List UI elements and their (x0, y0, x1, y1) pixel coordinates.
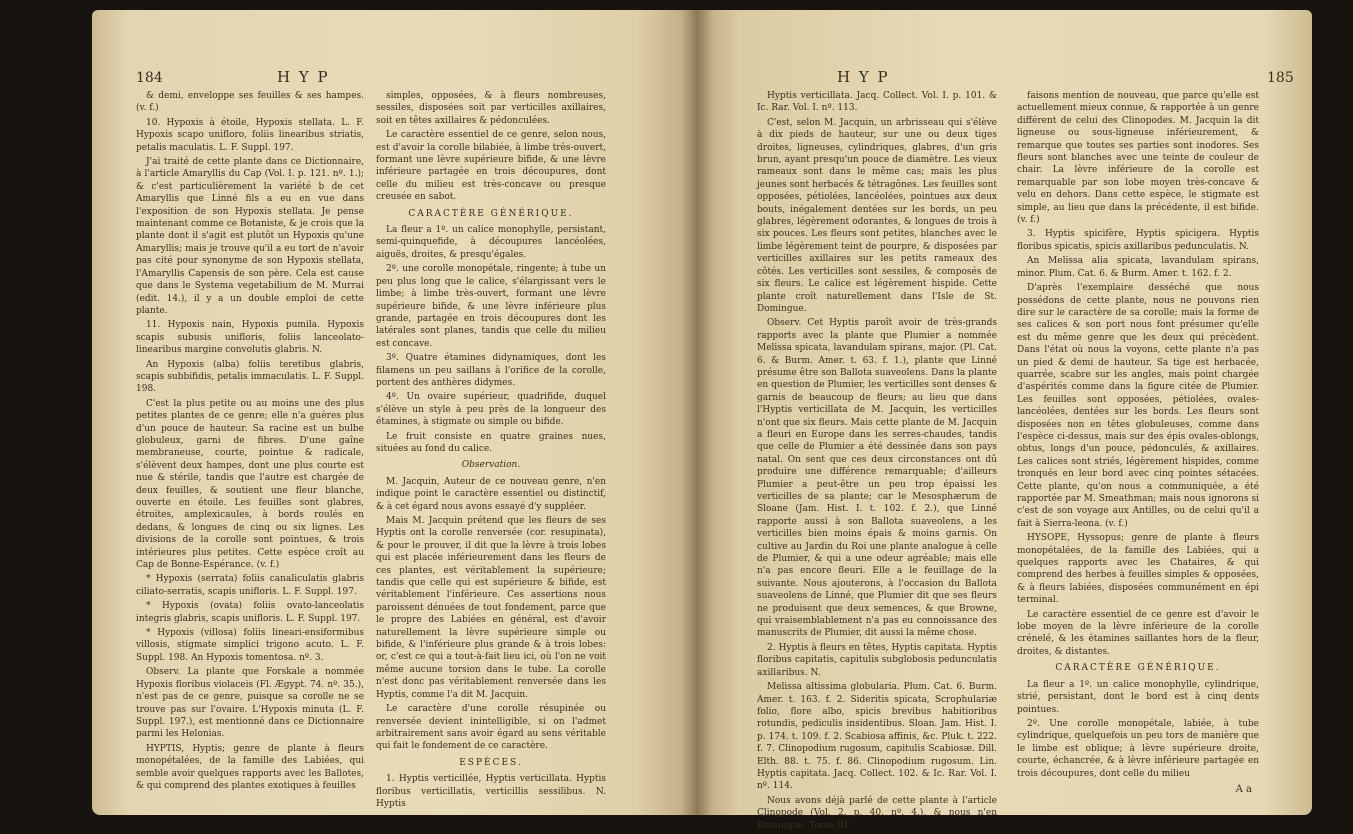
paragraph: Observ. La plante que Forskale a nommée Hypoxis floribus violaceis (Fl. Ægypt. 74. nº. 35.), n'est pas de ce genre, puisque sa corolle ne se trouve pas sur l'ovaire. L'Hypoxis minuta (L. F. Suppl. 197.), est mentionné dans ce Dictionnaire parmi les Helonias. (136, 667, 364, 740)
running-head: H Y P (837, 68, 890, 86)
paragraph: Le caractère essentiel de ce genre, selon nous, est d'avoir la corolle bilabiée, à limbe très-ouvert, formant une lèvre supérieure bifide, & une lèvre inférieure partagée en trois découpures, dont celle du milieu est très-concave ou presque creusée en sabot. (376, 130, 606, 203)
paragraph: Le caractère essentiel de ce genre est d'avoir le lobe moyen de la lèvre inférieure de la corolle crénelé, & les étamines saillantes hors de la fleur, droites, & distantes. (1017, 609, 1259, 657)
paragraph: CARACTÈRE GÉNÉRIQUE. (1055, 663, 1221, 674)
paragraph: M. Jacquin, Auteur de ce nouveau genre, n'en indique point le caractère essentiel ou distinctif, & à cet égard nous avons essayé d'y suppléer. (376, 476, 606, 512)
page-number: 184 (136, 70, 163, 86)
text-column (136, 90, 364, 794)
paragraph: La fleur a 1º. un calice monophylle, cylindrique, strié, persistant, dont le bord est à cinq dents pointues. (1017, 679, 1259, 715)
paragraph: Observation. (461, 460, 521, 471)
paragraph: Melissa altissima globularia. Plum. Cat. 6. Burm. Amer. t. 163. f. 2. Sideritis spicata, Scrophulariæ folio, flore albo, spicis brevibus habitioribus rotundis, pediculis insidentibus. Sloan. Jam. Hist. I. p. 174. t. 109. f. 2. Scabiosa affinis, &c. Pluk. t. 222. f. 7. Clinopodium rugosum, capitulis Scabiosæ. Dill. Elth. 88. t. 75. f. 86. Clinopodium rugosum. Lin. Hyptis capitata. Jacq. Collect. 102. & Ic. Rar. Vol. I. nº. 114. (757, 682, 997, 792)
text-column (757, 90, 997, 834)
paragraph: 4º. Un ovaire supérieur, quadrifide, duquel s'élève un style à peu près de la longueur des étamines, à stigmate ou simple ou bifide. (376, 392, 606, 428)
paragraph: ESPÈCES. (459, 757, 523, 768)
left-page (92, 10, 697, 815)
signature-mark: A a (1235, 784, 1252, 795)
paragraph: Le fruit consiste en quatre graines nues, situées au fond du calice. (376, 431, 606, 454)
paragraph: C'est, selon M. Jacquin, un arbrisseau qui s'élève à dix pieds de hauteur, sur une ou deux tiges droites, ligneuses, cylindriques, glabres, d'un gris brun, ayant presqu'un pouce de diamètre. Les vieux rameaux sont dans le même cas; mais les plus jeunes sont herbacés & tétragônes. Les feuilles sont opposées, pétiolées, lancéolées, pointues aux deux bouts, inégalement dentées sur les bords, un peu glabres, légèrement odorantes, & longues de trois à six pouces. Les fleurs sont petites, blanches avec le limbe légèrement teint de pourpre, & disposées par verticilles axillaires sur les petits rameaux des côtés. Les verticilles sont sessiles, & composés de six fleurs. Le calice est légèrement hispide. Cette plante croît naturellement dans l'Isle de St. Domingue. (757, 117, 997, 314)
text-column (376, 90, 606, 812)
paragraph: HYSOPE, Hyssopus; genre de plante à fleurs monopétalées, de la famille des Labiées, qui a quelques rapports avec les Chataires, & qui comprend des herbes à feuilles simples & opposées, & à fleurs labiées, disposées communément en épi terminal. (1017, 533, 1259, 606)
paragraph: faisons mention de nouveau, que parce qu'elle est actuellement mieux connue, & rapportée à un genre différent de celui des Clinopodes. M. Jacquin la dit ligneuse ou sous-ligneuse inférieurement, & remarque que toutes ses parties sont inodores. Ses fleurs sont blanches avec une teinte de couleur de chair. La lèvre inférieure de la corolle est remarquable par son lobe moyen très-concave & velu en dehors. Dans cette espèce, le stigmate est simple, au lieu que dans la précédente, il est bifide. (v. f.) (1017, 91, 1259, 226)
open-book (92, 10, 1312, 831)
paragraph: Mais M. Jacquin prétend que les fleurs de ses Hyptis ont la corolle renversée (cor. resupinata), & pour le prouver, il dit que la lèvre à trois lobes qui est placée inférieurement dans les fleurs de ces plantes, est véritablement la supérieure; tandis que celle qui est supérieure & bifide, est véritablement l'inférieure. Ces assertions nous paroissent dénuées de tout fondement, parce que le propre des Labiées en général, est d'avoir naturellement la lèvre supérieure simple ou bifide, & l'inférieure plus grande & à trois lobes: or, c'est ce qui a tout-à-fait lieu ici, où l'on ne voit même aucune torsion dans le tube. La corolle n'est donc pas véritablement renversée dans les Hyptis, comme l'a dit M. Jacquin. (376, 516, 606, 700)
paragraph: & demi, enveloppe ses feuilles & ses hampes. (v. f.) (136, 91, 364, 114)
paragraph: * Hypoxis (villosa) foliis lineari-ensiformibus villosis, stigmate simplici trigono acuto. L. F. Suppl. 198. An Hypoxis tomentosa. nº. 3. (136, 628, 364, 663)
book-gutter (682, 10, 712, 815)
paragraph: D'après l'exemplaire desséché que nous possédons de cette plante, nous ne pouvons rien dire sur le caractère de sa corolle; mais la forme de ses calices & son port nous font présumer qu'elle est du même genre que les deux qui précèdent. Dans l'état où nous la voyons, cette plante n'a pas un pied & demi de hauteur. Sa tige est herbacée, quarrée, scabre sur les angles, mais point chargée d'aspérités comme dans la figure citée de Plumier. Les feuilles sont opposées, pétiolées, ovales-lancéolées, dentées sur les bords. Les fleurs sont disposées non en têtes globuleuses, comme dans l'espèce ci-dessus, mais sur des épis ovales-oblongs, obtus, longs d'un pouce, pédonculés, & axillaires. Les calices sont striés, légèrement hispides, comme tronqués en leur bord avec cinq pointes sétacées. Cette plante, qu'on nous a communiquée, a été rapportée par M. Smeathman; mais nous ignorons si c'est de son voyage aux Antilles, ou de celui qu'il a fait à Sierra-leona. (v. f.) (1017, 283, 1259, 529)
paragraph: 11. Hypoxis nain, Hypoxis pumila. Hypoxis scapis subusis unifloris, foliis lanceolato-linearibus margine convolutis glabris. N. (136, 320, 364, 356)
paragraph: Nous avons déjà parlé de cette plante à l'article Clinopode (Vol. 2. p. 40. nº. 4.), & nous n'en Botanique. Tome III. (757, 795, 997, 831)
paragraph: 3º. Quatre étamines didynamiques, dont les filamens un peu saillans à l'orifice de la corolle, portent des anthères didymes. (376, 353, 606, 388)
paragraph: HYPTIS, Hyptis; genre de plante à fleurs monopétalées, de la famille des Labiées, qui semble avoir quelques rapports avec les Ballotes, & qui comprend des plantes exotiques à feuilles (136, 743, 364, 791)
paragraph: 2. Hyptis à fleurs en têtes, Hyptis capitata. Hyptis floribus capitatis, capitulis subglobosis pedunculatis axillaribus. N. (757, 642, 997, 678)
paragraph: * Hypoxis (serrata) foliis canaliculatis glabris ciliato-serratis, scapis unifloris. L. F. Suppl. 197. (136, 574, 364, 597)
paragraph: CARACTÈRE GÉNÉRIQUE. (408, 208, 574, 219)
running-head: H Y P (277, 68, 330, 86)
paragraph: Hyptis verticillata. Jacq. Collect. Vol. I. p. 101. & Ic. Rar. Vol. I. nº. 113. (757, 91, 997, 114)
right-page (697, 10, 1312, 831)
paragraph: La fleur a 1º. un calice monophylle, persistant, semi-quinquefide, à découpures lancéolées, aiguës, droites, & presqu'égales. (376, 225, 606, 260)
paragraph: 1. Hyptis verticillée, Hyptis verticillata. Hyptis floribus verticillatis, verticillis sessilibus. N. Hyptis (376, 774, 606, 809)
paragraph: Le caractère d'une corolle résupinée ou renversée devient inintelligible, si on l'admet arbitrairement sans avoir égard au sens véritable qui fait le fondement de ce caractère. (376, 704, 606, 752)
paragraph: simples, opposées, & à fleurs nombreuses, sessiles, disposées soit par verticilles axillaires, soit en têtes axillaires & pédonculées. (376, 91, 606, 126)
paragraph: * Hypoxis (ovata) foliis ovato-lanceolatis integris glabris, scapis unifloris. L. F. Suppl. 197. (136, 601, 364, 624)
paragraph: 3. Hyptis spicifère, Hyptis spicigera. Hyptis floribus spicatis, spicis axillaribus pedunculatis. N. (1017, 229, 1259, 252)
paragraph: C'est la plus petite ou au moins une des plus petites plantes de ce genre; elle n'a guères plus d'un pouce de hauteur. Sa racine est un bulbe globuleux, garni de fibres. D'une gaîne membraneuse, courte, pointue & radicale, s'élèvent deux hampes, dont une plus courte est nue & stérile, tandis que l'autre est chargée de deux feuilles, & soutient une fleur blanche, ouverte en étoile. Les feuilles sont glabres, étroites, amplexicaules, à bords roulés en dedans, & longues de cinq ou six lignes. Les divisions de la corolle sont pointues, & trois intérieures plus petites. Cette espèce croît au Cap de Bonne-Espérance. (v. f.) (136, 398, 364, 571)
paragraph: 2º. Une corolle monopétale, labiée, à tube cylindrique, quelquefois un peu tors de manière que le limbe est oblique; à lèvre supérieure droite, courte, échancrée, & à lèvre inférieure partagée en trois découpures, dont celle du milieu (1017, 718, 1259, 779)
paragraph: J'ai traité de cette plante dans ce Dictionnaire, à l'article Amaryllis du Cap (Vol. I. p. 121. nº. 1.); & c'est particulièrement la variété b de cet Amaryllis que Linné fils a eu en vue dans l'exposition de son Hypoxis stellata. Je pense maintenant comme ce Botaniste, & je crois que la plante dont il s'agit est plutôt un Hypoxis qu'une Amaryllis; mais je trouve qu'il a eu tort de n'avoir pas cité pour synonyme de son Hypoxis stellata, l'Amaryllis Capensis de son père. Cela est cause que dans le Systema vegetabilium de M. Murrai (edit. 14.), il y a un double emploi de cette plante. (136, 157, 364, 316)
paragraph: An Melissa alia spicata, lavandulam spirans, minor. Plum. Cat. 6. & Burm. Amer. t. 162. f. 2. (1017, 256, 1259, 279)
paragraph: Observ. Cet Hyptis paroît avoir de très-grands rapports avec la plante que Plumier a nommée Melissa spicata, lavandulam spirans, major. (Pl. Cat. 6. & Burm. Amer. t. 63. f. 1.), plante que Linné présume être son Ballota suaveolens. Dans la plante en question de Plumier, les verticilles sont denses & garnis de beaucoup de fleurs; au lieu que dans l'Hyptis verticillata de M. Jacquin, les verticilles n'ont que six fleurs. Mais cette plante de M. Jacquin a fleuri en Europe dans les serres-chaudes, tandis que celle de Plumier a été dessinée dans son pays natal. On sent que ces deux circonstances ont dû produire une différence remarquable; d'ailleurs Plumier a peut-être un peu trop épaissi les verticilles de sa plante; car le Mesosphærum de Sloane (Jam. Hist. I. t. 102. f. 2.), que Linné rapporte aussi à son Ballota suaveolens, a les verticilles bien moins épais & moins garnis. On cultive au Jardin du Roi une plante analogue à celle de Plumier, & qui a une odeur agréable; mais elle n'a pas encore fleuri. Elle a le feuillage de la suivante. Nous ajouterons, à l'occasion du Ballota suaveolens de Linné, que Plumier dit que ses fleurs ne produisent que deux semences, & que Browne, qui vraisemblablement n'a pas eu connoissance des manuscrits de Plumier, dit aussi la même chose. (757, 318, 997, 639)
paragraph: 10. Hypoxis à étoile, Hypoxis stellata. L. F. Hypoxis scapo unifloro, foliis linearibus striatis, petalis maculatis. L. F. Suppl. 197. (136, 117, 364, 153)
text-column (1017, 90, 1259, 782)
paragraph: An Hypoxis (alba) foliis teretibus glabris, scapis subbifidis, petalis immaculatis. L. F. Suppl. 198. (136, 359, 364, 395)
page-number: 185 (1267, 70, 1294, 86)
paragraph: 2º. une corolle monopétale, ringente; à tube un peu plus long que le calice, s'élargissant vers le limbe; à limbe très-ouvert, formant une lèvre supérieure bifide, & une lèvre inférieure plus grande, partagée en trois découpures dont les latérales sont planes, tandis que celle du milieu est concave. (376, 264, 606, 349)
